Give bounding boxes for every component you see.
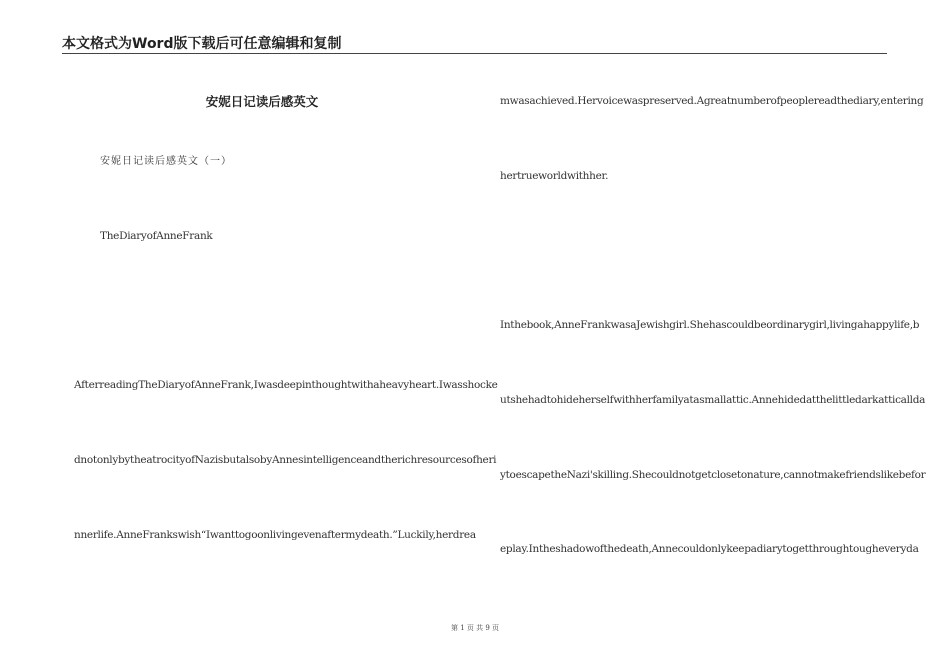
body-line: nnerlife.AnneFrankswish“Iwanttogoonlivingevenaftermydeath.”Luckily,herdrea xyxy=(74,529,476,541)
body-line: ytoescapetheNazi'skilling.Shecouldnotgetclosetonature,cannotmakefriendslikebefor xyxy=(500,469,926,481)
body-line: Inthebook,AnneFrankwasaJewishgirl.Shehascouldbeordinarygirl,livingahappylife,b xyxy=(500,319,920,331)
body-line: dnotonlybytheatrocityofNazisbutalsobyAnnesintelligenceandtherichresourcesofheri xyxy=(74,454,497,466)
page-header xyxy=(62,33,887,54)
body-line: AfterreadingTheDiaryofAnneFrank,Iwasdeepinthoughtwithaheavyheart.Iwasshocke xyxy=(74,379,498,391)
body-line: eplay.Intheshadowofthedeath,Annecouldonlykeepadiarytogetthroughtougheveryda xyxy=(500,543,919,555)
body-line: mwasachieved.Hervoicewaspreserved.Agreatnumberofpeoplereadthediary,entering xyxy=(500,95,924,107)
book-title: TheDiaryofAnneFrank xyxy=(100,230,213,242)
body-line: utshehadtohideherselfwithherfamilyatasmallattic.Annehidedatthelittledarkatticallda xyxy=(500,394,926,406)
page-number-footer: 第 1 页 共 9 页 xyxy=(450,624,500,632)
body-line: hertrueworldwithher. xyxy=(500,170,609,182)
section-subtitle: 安妮日记读后感英文（一） xyxy=(100,156,232,167)
header-text: 本文格式为Word版下载后可任意编辑和复制 xyxy=(62,36,342,52)
document-title: 安妮日记读后感英文 xyxy=(205,94,319,109)
